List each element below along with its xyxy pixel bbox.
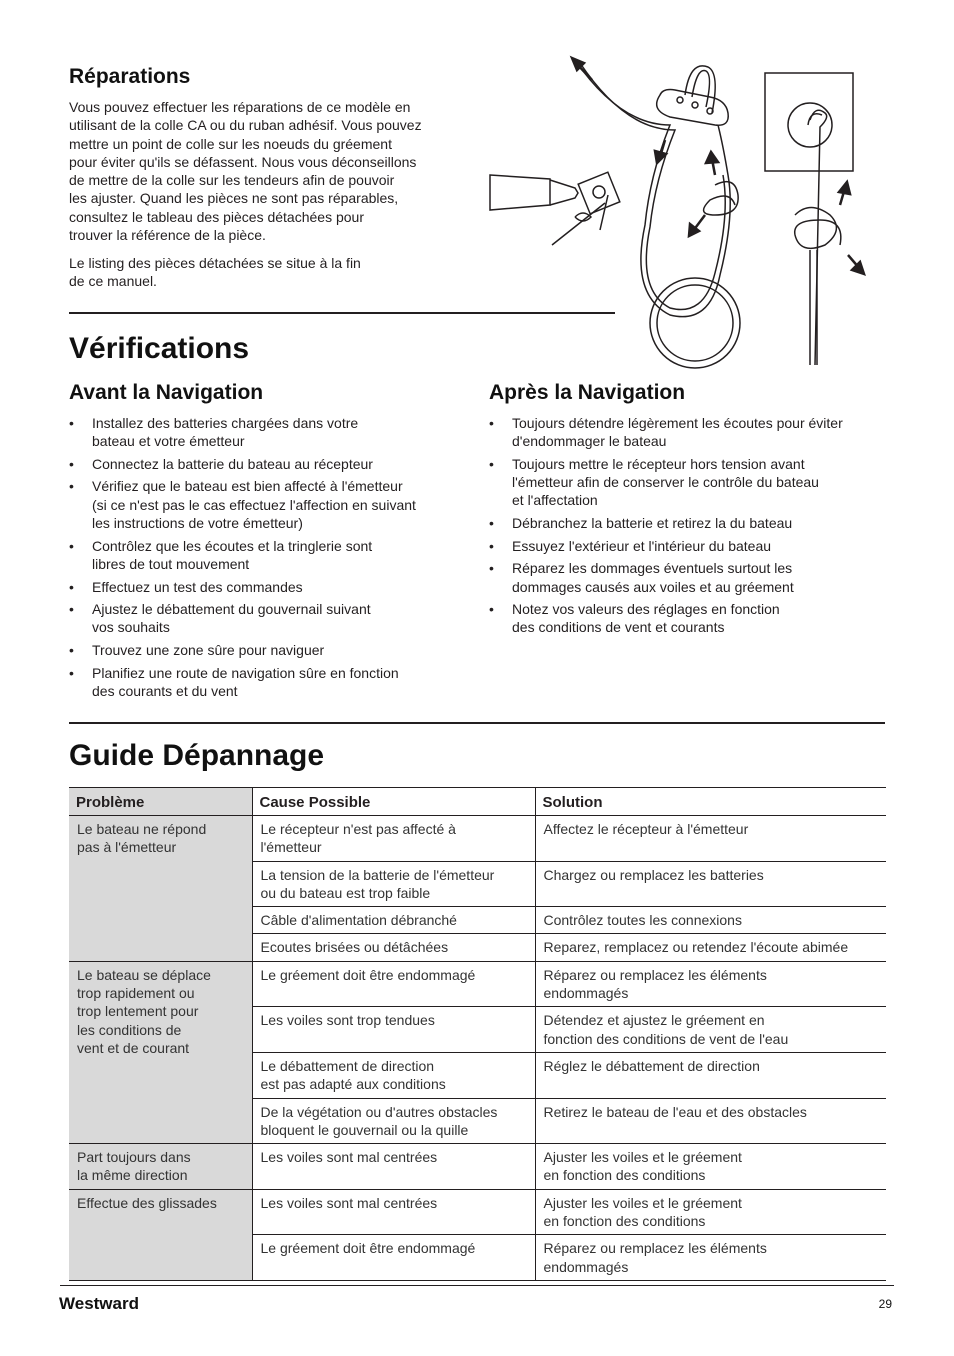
list-item: • Toujours mettre le récepteur hors tension avant l'émetteur afin de conserver le contrôle du bateau et l'affectation: [489, 455, 899, 510]
verifications-top-rule: [69, 312, 615, 314]
verifications-title: Vérifications: [69, 332, 250, 365]
cause-cell: Les voiles sont trop tendues: [252, 1007, 535, 1053]
problem-cell: Le bateau se déplace trop rapidement ou trop lentement pour les conditions de vent et de courant: [69, 961, 252, 1143]
cause-cell: La tension de la batterie de l'émetteur ou du bateau est trop faible: [252, 861, 535, 907]
list-item: • Trouvez une zone sûre pour naviguer: [69, 641, 469, 659]
list-item: • Planifiez une route de navigation sûre en fonction des courants et du vent: [69, 664, 469, 701]
problem-cell: Effectue des glissades: [69, 1189, 252, 1280]
list-item: • Débranchez la batterie et retirez la du bateau: [489, 514, 899, 532]
page-number: 29: [878, 1297, 892, 1311]
list-item: • Contrôlez que les écoutes et la tringlerie sont libres de tout mouvement: [69, 537, 469, 574]
cause-cell: Le gréement doit être endommagé: [252, 1235, 535, 1281]
list-item: • Connectez la batterie du bateau au récepteur: [69, 455, 469, 473]
table-row: [69, 1144, 886, 1190]
after-navigation-list: [489, 414, 899, 641]
solution-cell: Reparez, remplacez ou retendez l'écoute abimée: [535, 934, 886, 961]
repairs-parts-note: Le listing des pièces détachées se situe à la fin de ce manuel.: [69, 255, 361, 290]
solution-cell: Ajuster les voiles et le gréement en fonction des conditions: [535, 1144, 886, 1190]
before-navigation-list: [69, 414, 469, 705]
repairs-paragraph: Vous pouvez effectuer les réparations de ce modèle en utilisant de la colle CA ou du ruban adhésif. Vous pouvez mettre un point de colle sur les noeuds du gréement pour éviter qu'ils se défassent. Nous vous déconseillons de mettre de la colle sur les tendeurs afin de pouvoir les ajuster. Quand les pièces ne sont pas réparables, consultez le tableau des pièces détachées pour trouver la référence de la pièce.: [69, 99, 422, 244]
troubleshooting-title: Guide Dépannage: [69, 739, 325, 772]
solution-cell: Chargez ou remplacez les batteries: [535, 861, 886, 907]
line-coil: [650, 278, 740, 368]
problem-cell: Le bateau ne répond pas à l'émetteur: [69, 816, 252, 962]
list-item: • Réparez les dommages éventuels surtout les dommages causés aux voiles et au gréement: [489, 559, 899, 596]
header-solution: Solution: [535, 788, 886, 816]
cause-cell: Le gréement doit être endommagé: [252, 961, 535, 1007]
list-item: • Essuyez l'extérieur et l'intérieur du bateau: [489, 537, 899, 555]
table-row: [69, 816, 886, 862]
glue-bottle-nozzle: [550, 180, 578, 205]
cause-cell: Ecoutes brisées ou détâchées: [252, 934, 535, 961]
solution-cell: Contrôlez toutes les connexions: [535, 907, 886, 934]
cause-cell: Câble d'alimentation débranché: [252, 907, 535, 934]
list-item: • Vérifiez que le bateau est bien affecté à l'émetteur (si ce n'est pas le cas effectuez l'affection en suivant les instructions de votre émetteur): [69, 477, 469, 532]
troubleshooting-top-rule: [69, 722, 885, 724]
solution-cell: Détendez et ajustez le gréement en fonction des conditions de vent de l'eau: [535, 1007, 886, 1053]
solution-cell: Ajuster les voiles et le gréement en fonction des conditions: [535, 1189, 886, 1235]
cause-cell: Les voiles sont mal centrées: [252, 1144, 535, 1190]
list-item: • Notez vos valeurs des réglages en fonction des conditions de vent et courants: [489, 600, 899, 637]
cause-cell: De la végétation ou d'autres obstacles bloquent le gouvernail ou la quille: [252, 1098, 535, 1144]
table-header-row: [69, 788, 886, 816]
footer-rule: [60, 1285, 894, 1286]
solution-cell: Affectez le récepteur à l'émetteur: [535, 816, 886, 862]
cause-cell: Le débattement de direction est pas adapté aux conditions: [252, 1052, 535, 1098]
after-navigation-title: Après la Navigation: [489, 381, 686, 404]
list-item: • Ajustez le débattement du gouvernail suivant vos souhaits: [69, 600, 469, 637]
solution-cell: Réparez ou remplacez les éléments endommagés: [535, 1235, 886, 1281]
footer-brand: Westward: [59, 1294, 139, 1313]
before-navigation-title: Avant la Navigation: [69, 381, 264, 404]
header-cause: Cause Possible: [252, 788, 535, 816]
table-row: [69, 961, 886, 1007]
cause-cell: Les voiles sont mal centrées: [252, 1189, 535, 1235]
list-item: • Effectuez un test des commandes: [69, 578, 469, 596]
solution-cell: Retirez le bateau de l'eau et des obstacles: [535, 1098, 886, 1144]
cause-cell: Le récepteur n'est pas affecté à l'émetteur: [252, 816, 535, 862]
header-problem: Problème: [69, 788, 252, 816]
table-row: [69, 1189, 886, 1235]
repairs-title: Réparations: [69, 65, 191, 88]
solution-cell: Réparez ou remplacez les éléments endommagés: [535, 961, 886, 1007]
troubleshooting-table: [69, 787, 886, 1281]
problem-cell: Part toujours dans la même direction: [69, 1144, 252, 1190]
list-item: • Toujours détendre légèrement les écoutes pour éviter d'endommager le bateau: [489, 414, 899, 451]
glue-bottle-body: [490, 175, 550, 210]
rigging-knot-illustration: [480, 55, 880, 375]
solution-cell: Réglez le débattement de direction: [535, 1052, 886, 1098]
list-item: • Installez des batteries chargées dans votre bateau et votre émetteur: [69, 414, 469, 451]
sheet-line-loop: [575, 60, 730, 317]
